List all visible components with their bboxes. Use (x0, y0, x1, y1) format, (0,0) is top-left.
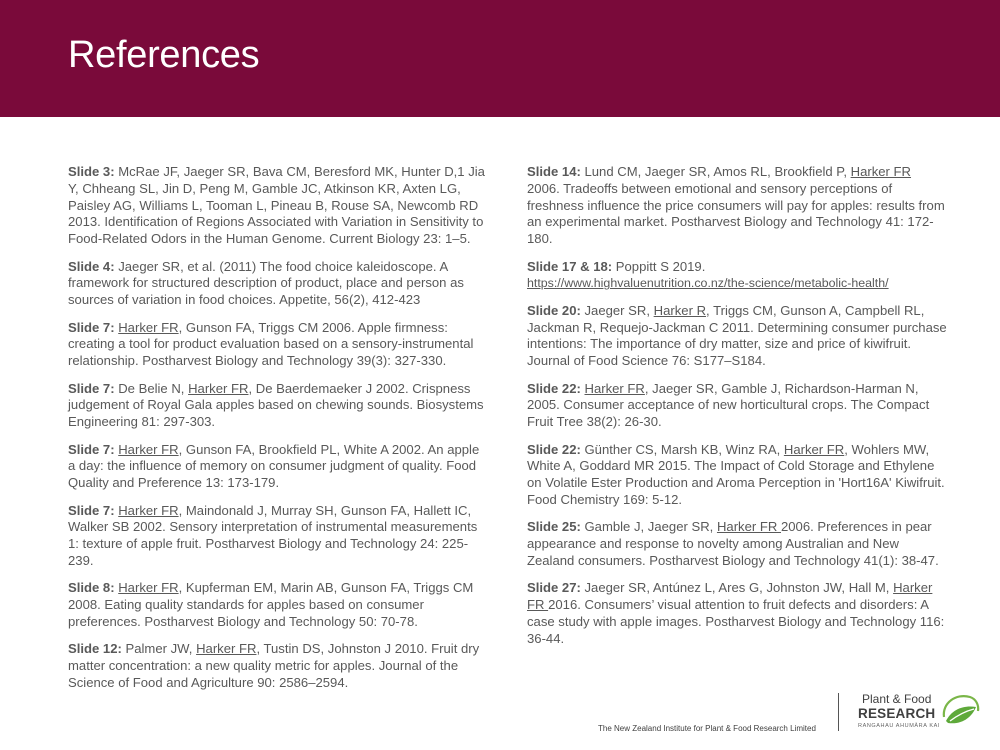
author-link[interactable]: Harker FR (783, 441, 845, 457)
reference-item: Slide 7: Harker FR, Gunson FA, Triggs CM 2006. Apple firmness: creating a tool for product evaluation based on a sensory-instrumental relationship. Postharvest Biology and Technology 39(3): 327-330. (68, 319, 474, 369)
plant-food-research-logo (838, 690, 988, 735)
footer-text: The New Zealand Institute for Plant & Food Research Limited (598, 724, 816, 733)
reference-item: Slide 17 & 18: Poppitt S 2019. https://www.highvaluenutrition.co.nz/the-science/metabolic-health/ (527, 258, 889, 291)
logo-sub-text: RANGAHAU AHUMĀRA KAI (858, 723, 940, 729)
reference-item: Slide 20: Jaeger SR, Harker R, Triggs CM, Gunson A, Campbell RL, Jackman R, Requejo-Jackman C 2011. Determining consumer purchase intentions: The importance of dry matter, size and price of kiwifruit. Journal of Food Science 76: S177–S184. (527, 302, 947, 369)
source-url-link[interactable]: https://www.highvaluenutrition.co.nz/the-science/metabolic-health/ (527, 276, 889, 291)
title-bar (0, 0, 1000, 117)
author-link[interactable]: Harker FR (118, 580, 179, 596)
author-link[interactable]: Harker FR (850, 164, 912, 179)
page-title: References (68, 34, 260, 76)
author-link[interactable]: Harker FR (118, 319, 179, 335)
reference-item: Slide 25: Gamble J, Jaeger SR, Harker FR 2006. Preferences in pear appearance and response to novelty among Australian and New Zealand consumers. Postharvest Biology and Technology 41(1): 38-47. (527, 519, 939, 568)
author-link[interactable]: Harker FR (716, 519, 781, 535)
logo-main-text: RESEARCH (858, 706, 936, 721)
reference-item: Slide 27: Jaeger SR, Antúnez L, Ares G, Johnston JW, Hall M, Harker FR 2016. Consumers’ visual attention to fruit defects and disorders: A case study with apple images. Postharvest Biology and Technology 116: 36-44. (527, 580, 945, 646)
reference-item: Slide 12: Palmer JW, Harker FR, Tustin DS, Johnston J 2010. Fruit dry matter concentration: a new quality metric for apples. Journal of the Science of Food and Agriculture 90: 2586–2594. (68, 641, 480, 690)
author-link[interactable]: Harker FR (118, 502, 179, 518)
references-left-column (68, 164, 488, 702)
author-link[interactable]: Harker FR (188, 380, 249, 396)
reference-item: Slide 3: McRae JF, Jaeger SR, Bava CM, Beresford MK, Hunter D,1 Jia Y, Chheang SL, Jin D, Peng M, Gamble JC, Atkinson KR, Axten LG, Paisley AG, Williams L, Tooman L, Pineau B, Rouse SA, Newcomb RD 2013. Identification of Regions Associated with Variation in Sensitivity to Food-Related Odors in the Human Genome. Current Biology 23: 1–5. (68, 164, 485, 247)
author-link[interactable]: Harker R (653, 302, 707, 318)
author-link[interactable]: Harker FR (196, 641, 257, 657)
reference-item: Slide 22: Günther CS, Marsh KB, Winz RA, Harker FR, Wohlers MW, White A, Goddard MR 2015. The Impact of Cold Storage and Ethylene on Volatile Ester Production and Aroma Perception in 'Hort16A' Kiwifruit. Food Chemistry 169: 5-12. (527, 441, 945, 507)
leaf-swoosh-icon (938, 691, 980, 731)
reference-item: Slide 7: Harker FR, Gunson FA, Brookfield PL, White A 2002. An apple a day: the influence of memory on consumer judgment of quality. Food Quality and Preference 13: 173-179. (68, 441, 480, 491)
logo-divider (838, 693, 839, 731)
author-link[interactable]: Harker FR (527, 580, 933, 613)
reference-item: Slide 7: De Belie N, Harker FR, De Baerdemaeker J 2002. Crispness judgement of Royal Gala apples based on chewing sounds. Biosystems Engineering 81: 297-303. (68, 380, 484, 430)
author-link[interactable]: Harker FR (584, 380, 645, 396)
logo-top-text: Plant & Food (862, 692, 932, 706)
author-link[interactable]: Harker FR (118, 441, 179, 457)
reference-item: Slide 4: Jaeger SR, et al. (2011) The food choice kaleidoscope. A framework for structured description of product, place and person as sources of variation in food choices. Appetite, 56(2), 412-423 (68, 258, 464, 308)
reference-item: Slide 8: Harker FR, Kupferman EM, Marin AB, Gunson FA, Triggs CM 2008. Eating quality standards for apples based on consumer preferences. Postharvest Biology and Technology 50: 70-78. (68, 580, 474, 629)
reference-item: Slide 7: Harker FR, Maindonald J, Murray SH, Gunson FA, Hallett IC, Walker SB 2002. Sensory interpretation of instrumental measurements 1: texture of apple fruit. Postharvest Biology and Technology 24: 225-239. (68, 502, 478, 568)
references-right-column (527, 164, 947, 658)
reference-item: Slide 14: Lund CM, Jaeger SR, Amos RL, Brookfield P, Harker FR 2006. Tradeoffs between emotional and sensory perceptions of freshness influence the price consumers will pay for apples: results from an experimental market. Postharvest Biology and Technology 41: 172-180. (527, 164, 945, 247)
reference-item: Slide 22: Harker FR, Jaeger SR, Gamble J, Richardson-Harman N, 2005. Consumer acceptance of new horticultural crops. The Compact Fruit Tree 38(2): 26-30. (527, 380, 930, 430)
